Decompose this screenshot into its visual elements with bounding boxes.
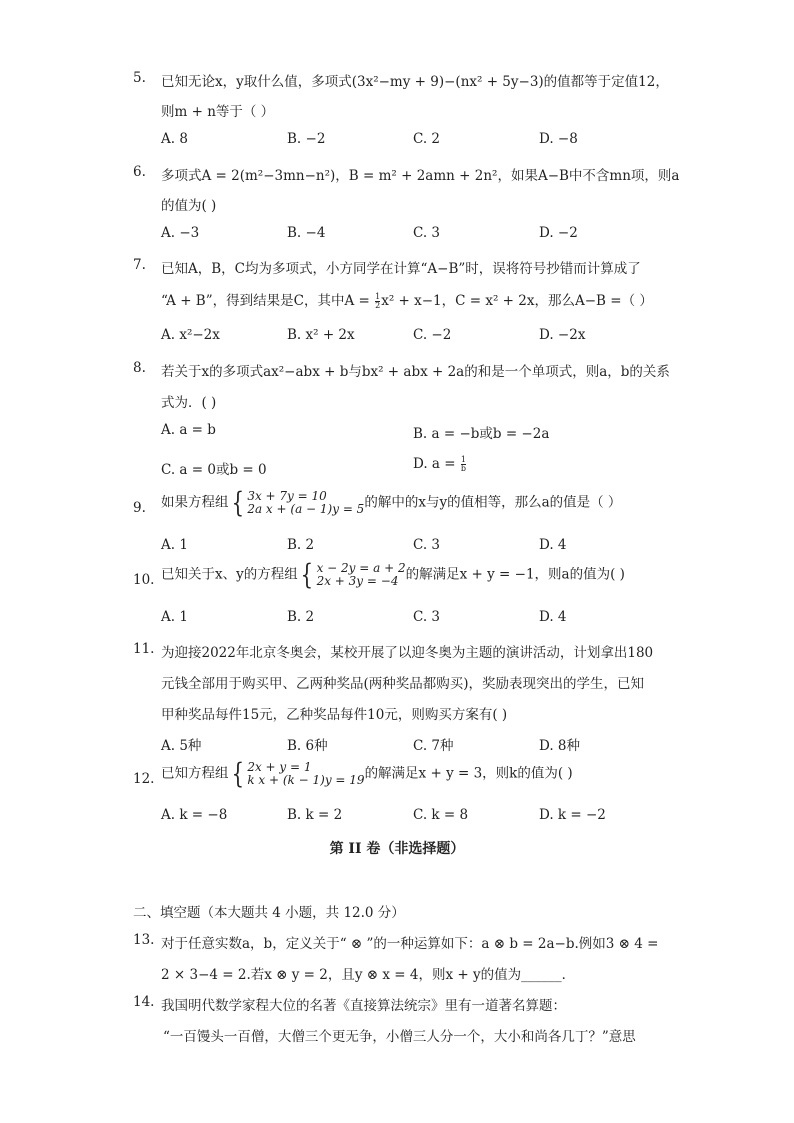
question-12-option-c: C. k = 8 [413,807,469,823]
question-9-option-c: C. 3 [413,537,441,553]
question-10-option-c: C. 3 [413,609,441,625]
question-6-option-a: A. −3 [161,225,200,241]
left-brace-icon: { [231,757,244,790]
question-13-line2: 2 × 3−4 = 2.若x ⊗ y = 2，且y ⊗ x = 4，则x + y的值为______． [161,967,576,983]
question-7-number: 7. [133,257,146,273]
question-5-option-a: A. 8 [161,131,188,147]
question-14-line1: 我国明代数学家程大位的名著《直接算法统宗》里有一道著名算题： [161,998,566,1014]
equation-system-9: { 3x + 7y = 10 2a x + (a − 1)y = 5 [231,486,365,519]
question-11-option-a: A. 5种 [161,738,202,754]
question-12-line1: 已知方程组 { 2x + y = 1 k x + (k − 1)y = 19 的解满足x + y = 3，则k的值为( ) [161,757,573,790]
question-7-line1: 已知A，B，C均为多项式，小方同学在计算“A−B”时，误将符号抄错而计算成了 [161,261,641,277]
question-14-number: 14. [133,994,155,1010]
equation-system-12: { 2x + y = 1 k x + (k − 1)y = 19 [231,757,365,790]
question-10-option-b: B. 2 [287,609,315,625]
question-6-line1: 多项式A = 2(m²−3mn−n²)，B = m² + 2amn + 2n²，如果A−B中不含mn项，则a [161,168,680,184]
question-6-number: 6. [133,164,146,180]
question-11-line1: 为迎接2022年北京冬奥会，某校开展了以迎冬奥为主题的演讲活动，计划拿出180 [161,645,654,661]
question-12-option-b: B. k = 2 [287,807,343,823]
question-10-option-d: D. 4 [539,609,567,625]
fraction-one-half: $\frac{1}{2}$ [375,292,381,310]
question-5-option-c: C. 2 [413,131,441,147]
question-7-option-d: D. −2x [539,327,586,343]
question-9-option-b: B. 2 [287,537,315,553]
question-8-option-b: B. a = −b或b = −2a [413,426,550,442]
question-7-line2-part-a: “A + B”，得到结果是C，其中A = [161,293,375,309]
question-8-option-a: A. a = b [161,422,216,438]
question-5-line2: 则m + n等于（ ） [161,104,275,120]
question-10-option-a: A. 1 [161,609,188,625]
question-7-option-b: B. x² + 2x [287,327,355,343]
question-7-option-c: C. −2 [413,327,452,343]
question-5-option-d: D. −8 [539,131,578,147]
question-13-line1: 对于任意实数a，b，定义关于“ ⊗ ”的一种运算如下：a ⊗ b = 2a−b.例如3 ⊗ 4 = [161,936,659,952]
question-8-number: 8. [133,360,146,376]
question-8-line1: 若关于x的多项式ax²−abx + b与bx² + abx + 2a的和是一个单项式，则a，b的关系 [161,364,670,380]
question-11-option-d: D. 8种 [539,738,581,754]
question-11-line2: 元钱全部用于购买甲、乙两种奖品(两种奖品都购买)，奖励表现突出的学生，已知 [161,676,645,692]
question-8-option-c: C. a = 0或b = 0 [161,462,267,478]
question-9-number: 9. [133,500,146,516]
question-9-option-a: A. 1 [161,537,188,553]
question-11-line3: 甲种奖品每件15元，乙种奖品每件10元，则购买方案有( ) [161,707,508,723]
section-2-heading: 二、填空题（本大题共 4 小题，共 12.0 分） [133,905,405,921]
question-5-number: 5. [133,70,146,86]
question-11-number: 11. [133,641,155,657]
question-12-number: 12. [133,771,155,787]
question-14-line2: “一百馒头一百僧，大僧三个更无争，小僧三人分一个，大小和尚各几丁？”意思 [163,1029,636,1045]
question-10-number: 10. [133,572,155,588]
question-6-option-b: B. −4 [287,225,326,241]
question-8-option-d: D. a = $\frac{1}{b}$ [413,455,466,473]
question-12-option-d: D. k = −2 [539,807,606,823]
question-8-line2: 式为．( ) [161,395,217,411]
question-11-option-c: C. 7种 [413,738,454,754]
question-6-line2: 的值为( ) [161,198,217,214]
question-13-number: 13. [133,932,155,948]
question-11-option-b: B. 6种 [287,738,328,754]
question-5-line1: 已知无论x，y取什么值，多项式(3x²−my + 9)−(nx² + 5y−3)的值都等于定值12， [161,74,669,90]
fraction-one-over-b: $\frac{1}{b}$ [460,455,466,473]
question-10-line1: 已知关于x、y的方程组 { x − 2y = a + 2 2x + 3y = −4 的解满足x + y = −1，则a的值为( ) [161,558,625,591]
part-2-title: 第 II 卷（非选择题） [329,841,465,857]
question-5-option-b: B. −2 [287,131,326,147]
question-7-line2-part-b: x² + x−1，C = x² + 2x，那么A−B =（ ） [381,293,653,309]
left-brace-icon: { [231,486,244,519]
question-7-option-a: A. x²−2x [161,327,220,343]
left-brace-icon: { [300,558,313,591]
equation-system-10: { x − 2y = a + 2 2x + 3y = −4 [300,558,406,591]
question-9-line1: 如果方程组 { 3x + 7y = 10 2a x + (a − 1)y = 5 的解中的x与y的值相等，那么a的值是（ ） [161,486,622,519]
question-6-option-c: C. 3 [413,225,441,241]
question-6-option-d: D. −2 [539,225,578,241]
question-12-option-a: A. k = −8 [161,807,228,823]
question-7-line2 [161,289,653,310]
question-9-option-d: D. 4 [539,537,567,553]
